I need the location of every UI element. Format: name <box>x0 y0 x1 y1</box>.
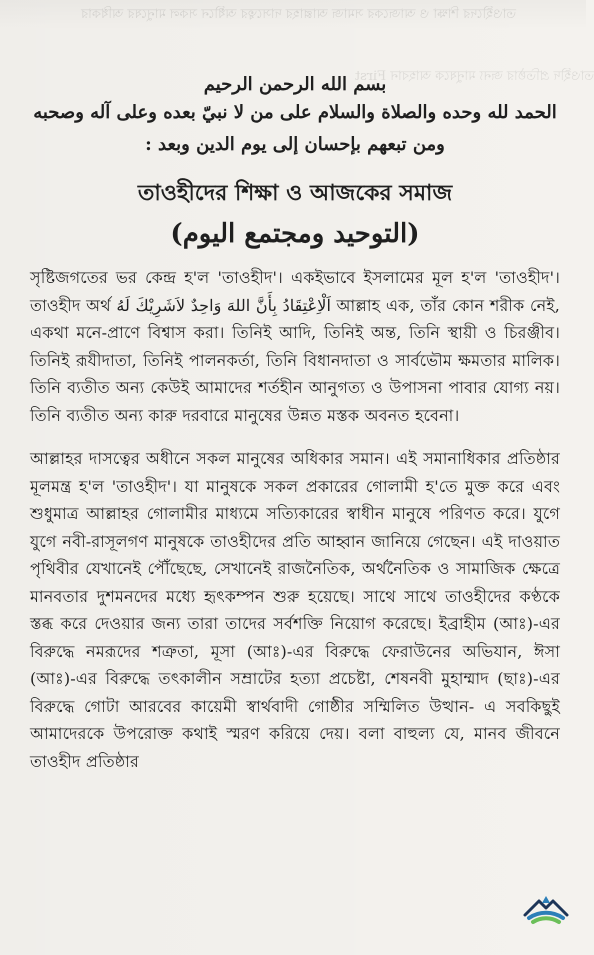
arabic-intro-line-2: ومن تبعهم بإحسان إلى يوم الدين وبعد : <box>145 134 445 155</box>
arabic-intro-line-1: الحمد لله وحده والصلاة والسلام على من لا نبيّ بعده وعلى آله وصحبه <box>33 102 557 123</box>
publisher-logo-icon <box>519 883 573 929</box>
bleed-through-top-text: তাওহীদের শিক্ষা ও আজকের সমাজ আল্লাহর দাসত্বের অধীনে সকল মানুষের অধিকার <box>80 7 516 22</box>
bleed-through-right-text: তাওহীদ প্রতিষ্ঠার জন্য মানুষকে আহবান First <box>354 69 594 84</box>
chapter-title: তাওহীদের শিক্ষা ও আজকের সমাজ <box>137 180 453 206</box>
basmala-line: بسم الله الرحمن الرحيم <box>203 74 387 95</box>
chapter-subtitle-arabic: (التوحيد ومجتمع اليوم) <box>170 219 420 249</box>
page-content <box>30 72 560 917</box>
paragraph-equality-under-allah: আল্লাহর দাসত্বের অধীনে সকল মানুষের অধিকার সমান। এই সমানাধিকার প্রতিষ্ঠার মূলমন্ত্র হ'ল 'তাওহীদ'। যা মানুষকে সকল প্রকারের গোলামী হ'তে মুক্ত করে এবং শুধুমাত্র আল্লাহর গোলামীর মাধ্যমে সত্যিকারের স্বাধীন মানুষে পরিণত করে। যুগে যুগে নবী-রাসূলগণ মানুষকে তাওহীদের প্রতি আহ্বান জানিয়ে গেছেন। এই দাওয়াত পৃথিবীর যেখানেই পৌঁছেছে, সেখানেই রাজনৈতিক, অর্থনৈতিক ও সামাজিক ক্ষেত্রে মানবতার দুশমনদের মধ্যে হৃৎকম্পন শুরু হয়েছে। সাথে সাথে তাওহীদের কণ্ঠকে স্তব্ধ করে দেওয়ার জন্য তারা তাদের সর্বশক্তি নিয়োগ করেছে। ইব্রাহীম (আঃ)-এর বিরুদ্ধে নমরূদের শত্রুতা, মূসা (আঃ)-এর বিরুদ্ধে ফেরাউনের অভিযান, ঈসা (আঃ)-এর বিরুদ্ধে তৎকালীন সম্রাটের হত্যা প্রচেষ্টা, শেষনবী মুহাম্মাদ (ছাঃ)-এর বিরুদ্ধে গোটা আরবের কায়েমী স্বার্থবাদী গোষ্ঠীর সম্মিলিত উত্থান- এ সবকিছুই আমাদেরকে উপরোক্ত কথাই স্মরণ করিয়ে দেয়। বলা বাহুল্য যে, মানব জীবনে তাওহীদ প্রতিষ্ঠার <box>30 449 560 771</box>
paragraph-tawhid-definition: সৃষ্টিজগতের ভর কেন্দ্র হ'ল 'তাওহীদ'। একইভাবে ইসলামের মূল হ'ল 'তাওহীদ'। তাওহীদ অর্থ اَلْاِعْتِقَادُ بِأَنَّ اللهَ وَاحِدٌ لاَشَرِيْكَ لَهُ আল্লাহ এক, তাঁর কোন শরীক নেই, একথা মনে-প্রাণে বিশ্বাস করা। তিনিই আদি, তিনিই অন্ত, তিনি স্থায়ী ও চিরঞ্জীব। তিনিই রূযীদাতা, তিনিই পালনকর্তা, তিনি বিধানদাতা ও সার্বভৌম ক্ষমতার মালিক। তিনি ব্যতীত অন্য কেউই আমাদের শর্তহীন আনুগত্য ও উপাসনা পাবার যোগ্য নয়। তিনি ব্যতীত অন্য কারু দরবারে মানুষের উন্নত মস্তক অবনত হবেনা। <box>30 268 560 425</box>
